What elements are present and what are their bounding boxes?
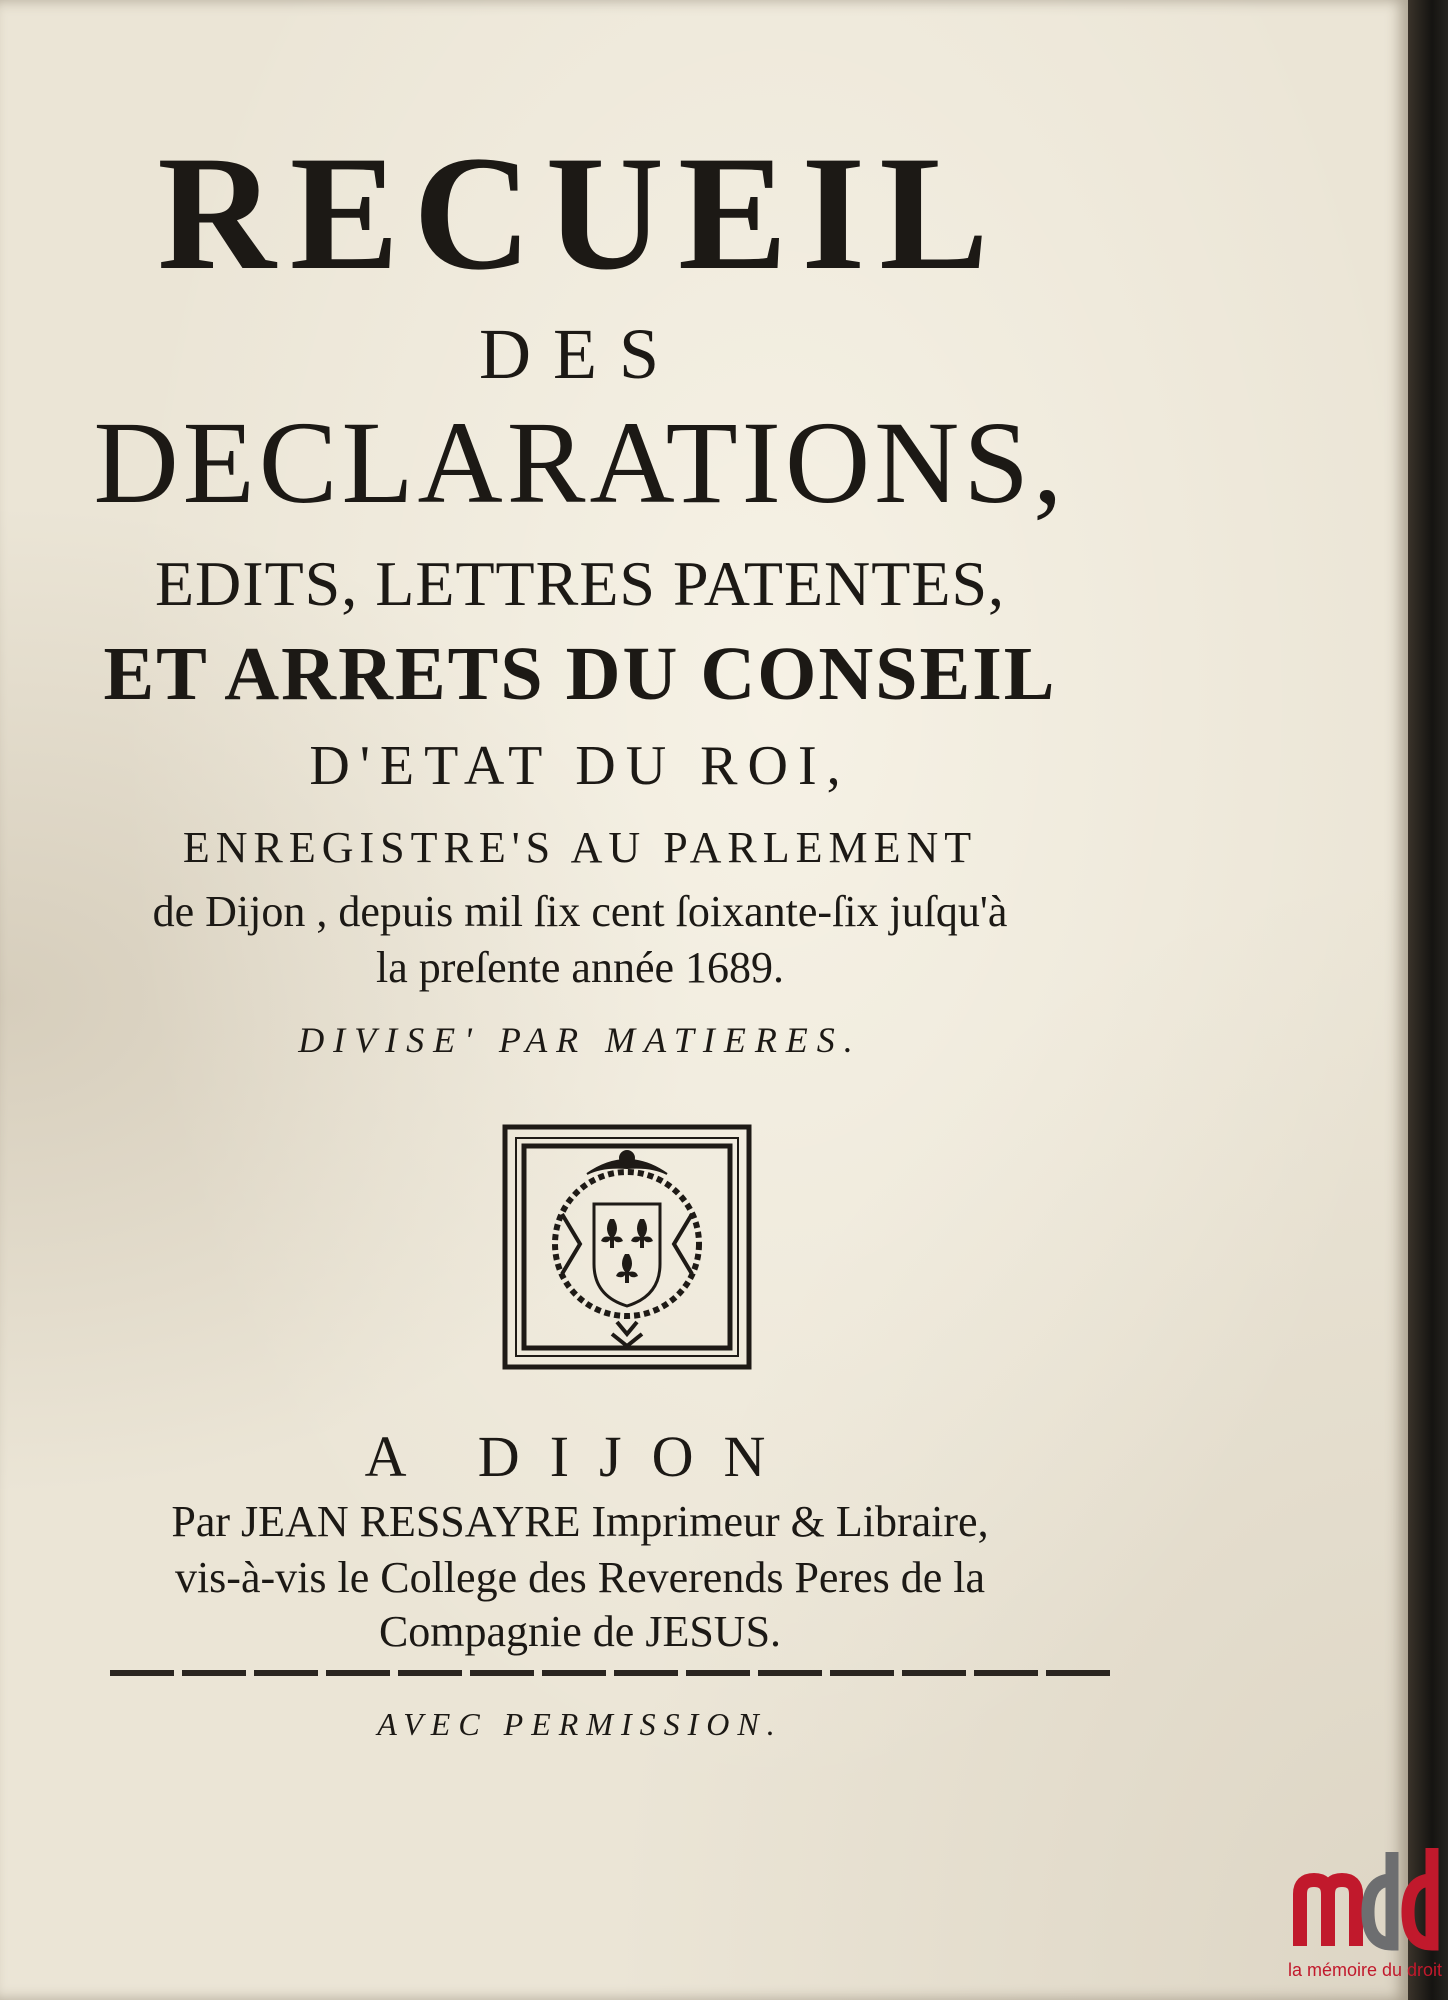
imprint-city: A DIJON — [364, 1424, 796, 1489]
title-etat: D'ETAT DU ROI, — [309, 735, 851, 797]
mdd-logo-mark-icon — [1292, 1842, 1442, 1952]
title-declarations: DECLARATIONS, — [93, 397, 1067, 528]
imprint-printer: Par JEAN RESSAYRE Imprimeur & Libraire, — [171, 1497, 989, 1546]
title-enregistres: ENREGISTRE'S AU PARLEMENT — [182, 823, 978, 872]
imprint-company: Compagnie de JESUS. — [378, 1607, 782, 1656]
dashed-rule — [110, 1670, 1110, 1676]
title-arrets: ET ARRETS DU CONSEIL — [103, 632, 1057, 716]
title-des: DES — [478, 314, 682, 394]
title-divise: DIVISE' PAR MATIERES. — [298, 1020, 862, 1060]
mdd-logo-text: la mémoire du droit — [1287, 1960, 1443, 1980]
royal-arms-fleur-de-lis-icon — [502, 1124, 752, 1370]
book-gutter — [1408, 0, 1448, 2000]
main-title: RECUEIL — [157, 123, 1003, 304]
title-edits: EDITS, LETTRES PATENTES, — [154, 548, 1006, 619]
title-dijon-line-2: la preſente année 1689. — [375, 943, 785, 992]
imprint-permission: AVEC PERMISSION. — [377, 1706, 783, 1742]
mdd-logo — [1282, 1828, 1448, 2000]
title-dijon-line-1: de Dijon , depuis mil ſix cent ſoixante-ſix juſqu'à — [152, 887, 1008, 936]
imprint-address: vis-à-vis le College des Reverends Peres de la — [174, 1553, 986, 1602]
